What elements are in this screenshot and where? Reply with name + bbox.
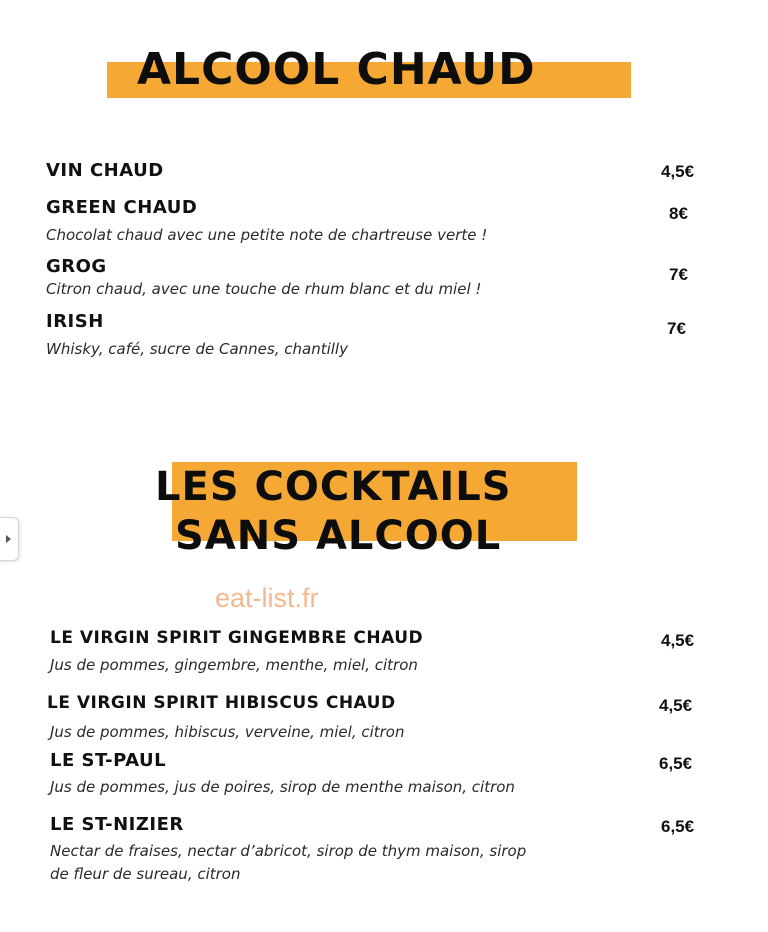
item-price: 6,5€: [661, 817, 695, 836]
item-price: 7€: [669, 265, 688, 284]
item-name: LE ST-NIZIER: [50, 814, 184, 835]
item-name: LE VIRGIN SPIRIT HIBISCUS CHAUD: [47, 693, 396, 713]
item-description: Jus de pommes, hibiscus, verveine, miel, citron: [50, 723, 405, 741]
item-price: 4,5€: [661, 631, 695, 650]
item-description: Whisky, café, sucre de Cannes, chantilly: [46, 340, 348, 358]
item-name: GREEN CHAUD: [46, 197, 198, 218]
item-name: GROG: [46, 256, 107, 277]
item-name: VIN CHAUD: [46, 160, 164, 181]
chevron-right-icon: [6, 535, 11, 543]
item-price: 8€: [669, 204, 688, 223]
item-name: LE VIRGIN SPIRIT GINGEMBRE CHAUD: [50, 628, 424, 648]
watermark: eat-list.fr: [215, 583, 319, 613]
section-title-alcool-chaud: ALCOOL CHAUD: [137, 44, 536, 95]
item-description-line-1: Nectar de fraises, nectar d’abricot, sirop de thym maison, sirop: [50, 842, 527, 860]
section-title-line-2: SANS ALCOOL: [175, 513, 502, 559]
section-title-line-1: LES COCKTAILS: [155, 464, 512, 510]
item-description-line-2: de fleur de sureau, citron: [50, 865, 241, 883]
item-description: Jus de pommes, jus de poires, sirop de menthe maison, citron: [50, 778, 515, 796]
item-price: 6,5€: [659, 754, 693, 773]
item-description: Jus de pommes, gingembre, menthe, miel, citron: [50, 656, 418, 674]
item-name: LE ST-PAUL: [50, 750, 167, 771]
item-name: IRISH: [46, 311, 104, 332]
side-panel-toggle[interactable]: [0, 517, 19, 561]
item-price: 4,5€: [661, 162, 695, 181]
item-price: 4,5€: [659, 696, 693, 715]
item-price: 7€: [667, 319, 686, 338]
item-description: Chocolat chaud avec une petite note de chartreuse verte !: [46, 226, 488, 244]
item-description: Citron chaud, avec une touche de rhum blanc et du miel !: [46, 280, 482, 298]
